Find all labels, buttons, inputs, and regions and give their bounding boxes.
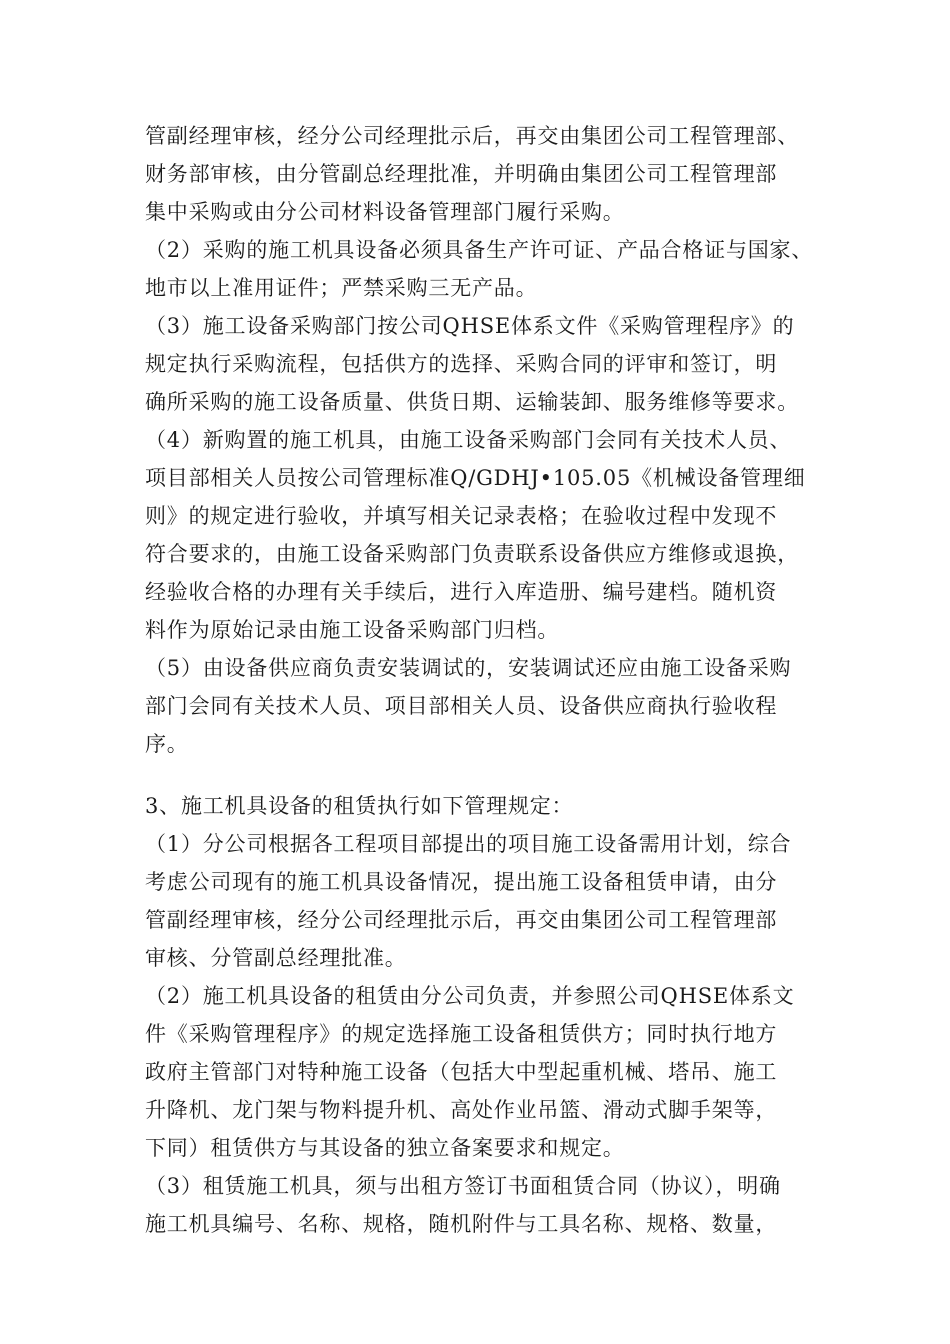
body-text-line: （5）由设备供应商负责安装调试的，安装调试还应由施工设备采购 (145, 656, 792, 680)
body-text-line: 确所采购的施工设备质量、供货日期、运输装卸、服务维修等要求。 (145, 390, 799, 414)
body-text-line: 则》的规定进行验收，并填写相关记录表格；在验收过程中发现不 (145, 504, 778, 528)
body-text-line: 升降机、龙门架与物料提升机、高处作业吊篮、滑动式脚手架等， (145, 1098, 778, 1122)
body-text-line: （3）租赁施工机具，须与出租方签订书面租赁合同（协议），明确 (145, 1174, 781, 1198)
body-text-line: （4）新购置的施工机具，由施工设备采购部门会同有关技术人员、 (145, 428, 792, 452)
body-text-line: 经验收合格的办理有关手续后，进行入库造册、编号建档。随机资 (145, 580, 778, 604)
body-text-line: （2）采购的施工机具设备必须具备生产许可证、产品合格证与国家、 (145, 238, 814, 262)
body-text-line: 料作为原始记录由施工设备采购部门归档。 (145, 618, 560, 642)
body-text-line (145, 1243, 835, 1281)
body-text-line: 施工机具编号、名称、规格，随机附件与工具名称、规格、数量， (145, 1212, 778, 1236)
body-text-line: 考虑公司现有的施工机具设备情况，提出施工设备租赁申请，由分 (145, 870, 778, 894)
body-text-line: 政府主管部门对特种施工设备（包括大中型起重机械、塔吊、施工 (145, 1060, 778, 1084)
document-body (145, 117, 835, 1281)
body-text-line: 地市以上准用证件；严禁采购三无产品。 (145, 276, 538, 300)
body-text-line: 集中采购或由分公司材料设备管理部门履行采购。 (145, 200, 625, 224)
body-text-line: 序。 (145, 732, 189, 756)
body-text-line: （1）分公司根据各工程项目部提出的项目施工设备需用计划，综合 (145, 832, 792, 856)
section-heading: 3、施工机具设备的租赁执行如下管理规定： (145, 794, 574, 818)
body-text-line: 管副经理审核，经分公司经理批示后，再交由集团公司工程管理部、 (145, 124, 799, 148)
body-text-line: （2）施工机具设备的租赁由分公司负责，并参照公司QHSE体系文 (145, 984, 795, 1008)
body-text-line: 件《采购管理程序》的规定选择施工设备租赁供方；同时执行地方 (145, 1022, 778, 1046)
body-text-line: 规定执行采购流程，包括供方的选择、采购合同的评审和签订，明 (145, 352, 778, 376)
body-text-line: 下同）租赁供方与其设备的独立备案要求和规定。 (145, 1136, 625, 1160)
body-text-line: 财务部审核，由分管副总经理批准，并明确由集团公司工程管理部 (145, 162, 778, 186)
body-text-line: 符合要求的，由施工设备采购部门负责联系设备供应方维修或退换， (145, 542, 799, 566)
section-spacer (145, 763, 835, 787)
body-text-line: 审核、分管副总经理批准。 (145, 946, 407, 970)
body-text-line: （3）施工设备采购部门按公司QHSE体系文件《采购管理程序》的 (145, 314, 795, 338)
body-text-line: 管副经理审核，经分公司经理批示后，再交由集团公司工程管理部 (145, 908, 778, 932)
body-text-line: 项目部相关人员按公司管理标准Q/GDHJ•105.05《机械设备管理细 (145, 466, 806, 490)
body-text-line: 部门会同有关技术人员、项目部相关人员、设备供应商执行验收程 (145, 694, 778, 718)
